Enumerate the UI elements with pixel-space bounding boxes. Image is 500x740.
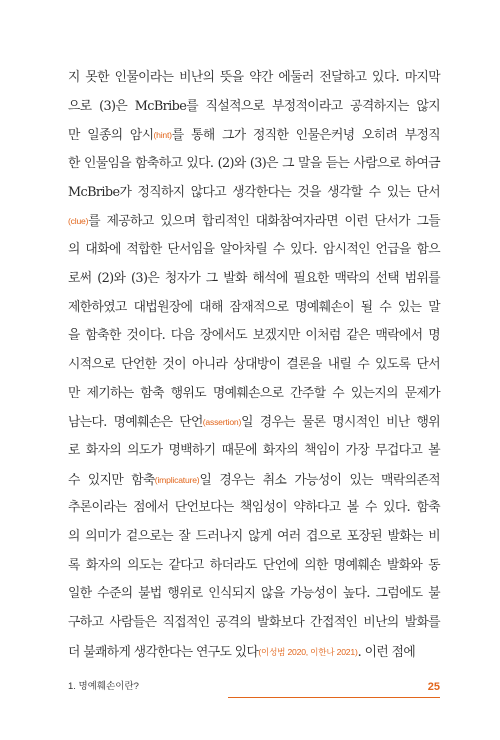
text-run: 남는다. 명예훼손은 단언 bbox=[68, 415, 203, 431]
text-line: 의 의미가 겉으로는 잘 드러나지 않게 여러 겹으로 포장된 발화는 비 bbox=[68, 529, 440, 544]
text-run: 더 불쾌하게 생각한다는 연구도 있다 bbox=[68, 644, 259, 660]
english-gloss: (implicature) bbox=[154, 474, 200, 485]
text-run: 만 일종의 암시 bbox=[68, 128, 154, 144]
text-line: 지 못한 인물이라는 비난의 뜻을 약간 에둘러 전달하고 있다. 마지막 bbox=[68, 70, 440, 85]
footer-rule bbox=[228, 697, 440, 698]
text-run: 일 경우는 취소 가능성이 있는 맥락의존적 bbox=[199, 472, 440, 488]
text-line: 한 인물임을 함축하고 있다. (2)와 (3)은 그 말을 듣는 사람으로 하여금 bbox=[68, 156, 440, 172]
text-line bbox=[68, 466, 440, 495]
text-line: 구하고 사람들은 직접적인 공격의 발화보다 간접적인 비난의 발화를 bbox=[68, 615, 440, 631]
text-line: 을 함축한 것이다. 다음 장에서도 보겠지만 이처럼 같은 맥락에서 명 bbox=[68, 328, 440, 344]
text-run: 수 있지만 함축 bbox=[68, 472, 155, 488]
text-line bbox=[68, 638, 440, 667]
page-footer bbox=[68, 680, 440, 698]
english-gloss: (assertion) bbox=[202, 417, 242, 428]
text-line: 의 대화에 적합한 단서임을 알아차릴 수 있다. 암시적인 언급을 함으 bbox=[68, 242, 440, 258]
text-line: 만 제기하는 함축 행위도 명예훼손으로 간주할 수 있는지의 문제가 bbox=[68, 385, 440, 401]
text-line: 로 화자의 의도가 명백하기 때문에 화자의 책임이 가장 무겁다고 볼 bbox=[68, 442, 440, 458]
body-text bbox=[68, 64, 440, 666]
text-run: . 이런 점에 bbox=[357, 644, 416, 660]
text-line: 로써 (2)와 (3)은 청자가 그 발화 해석에 필요한 맥락의 선택 범위를 bbox=[68, 270, 440, 286]
english-gloss: (clue) bbox=[68, 216, 89, 227]
english-gloss: (hint) bbox=[153, 130, 172, 141]
text-line: 추론이라는 점에서 단언보다는 책임성이 약하다고 볼 수 있다. 함축 bbox=[68, 500, 440, 516]
text-line: 록 화자의 의도는 같다고 하더라도 단언에 의한 명예훼손 발화와 동 bbox=[68, 557, 440, 573]
footer-section-title: 1. 명예훼손이란? bbox=[68, 681, 139, 692]
text-line bbox=[68, 121, 440, 150]
text-line: 으로 (3)은 McBribe를 직설적으로 부정적이라고 공격하지는 않지 bbox=[68, 98, 440, 114]
text-run: 일 경우는 물론 명시적인 비난 행위 bbox=[241, 415, 440, 431]
citation: (이성범 2020, 이한나 2021) bbox=[258, 646, 358, 657]
text-run: 를 통해 그가 정직한 인물은커녕 오히려 부정직 bbox=[171, 128, 440, 144]
text-line: 시적으로 단언한 것이 아니라 상대방이 결론을 내릴 수 있도록 단서 bbox=[68, 356, 440, 372]
text-line: 제한하였고 대법원장에 대해 잠재적으로 명예훼손이 될 수 있는 말 bbox=[68, 299, 440, 315]
text-line bbox=[68, 207, 440, 236]
text-line bbox=[68, 408, 440, 437]
text-line: McBribe가 정직하지 않다고 생각한다는 것을 생각할 수 있는 단서 bbox=[68, 184, 440, 200]
page-number: 25 bbox=[427, 681, 440, 693]
text-line: 일한 수준의 불법 행위로 인식되지 않을 가능성이 높다. 그럼에도 불 bbox=[68, 586, 440, 602]
text-run: 를 제공하고 있으며 합리적인 대화참여자라면 이런 단서가 그들 bbox=[88, 214, 440, 230]
